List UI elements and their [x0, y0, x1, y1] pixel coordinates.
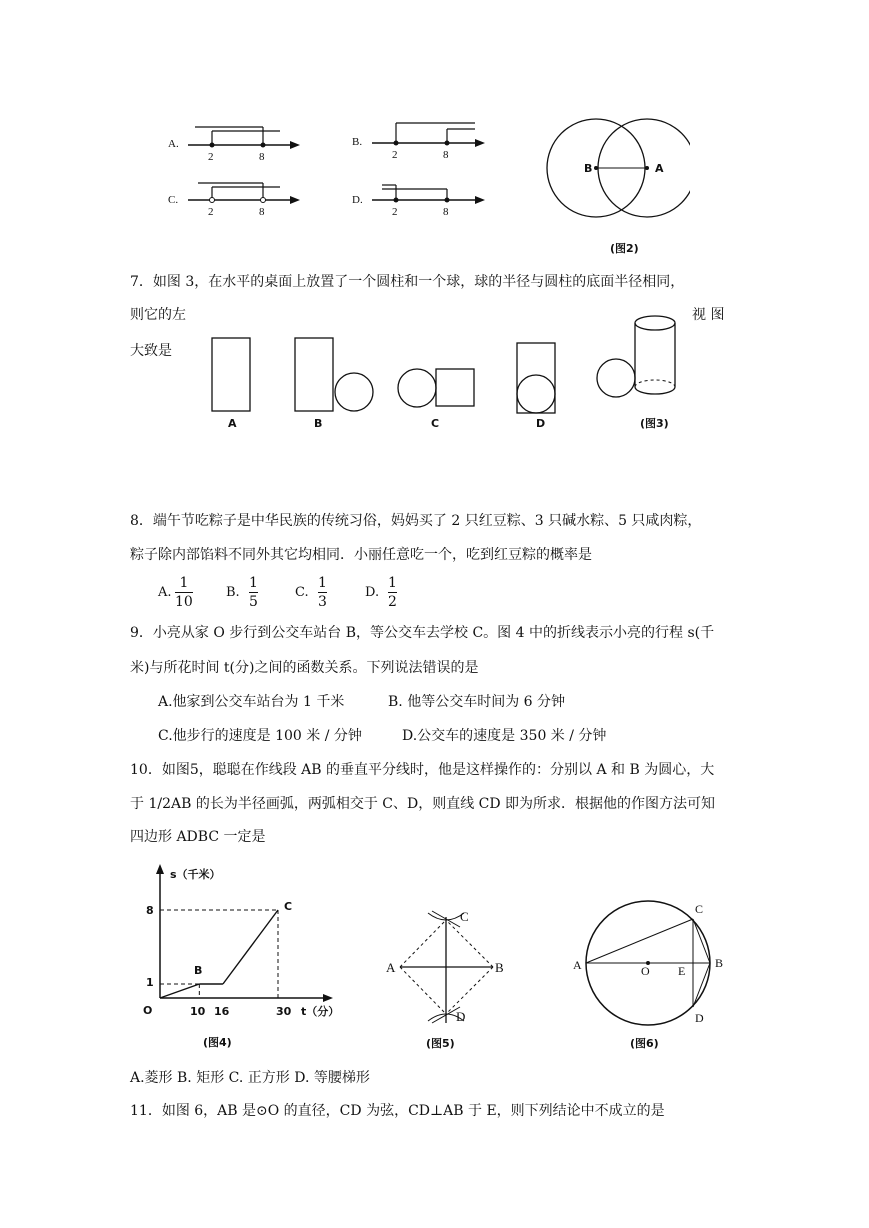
point-d-label: D [695, 1011, 704, 1025]
chart-labels [143, 867, 339, 1049]
cylinder-top [635, 316, 675, 330]
point-e-label: E [678, 964, 686, 978]
figure-5-caption: (图5) [426, 1037, 455, 1050]
option-a-rectangle [212, 338, 250, 411]
question-9-option-d: D.公交车的速度是 350 米 / 分钟 [402, 728, 607, 744]
option-d-label: D. [352, 194, 363, 206]
figure-3-caption: (图3) [640, 417, 669, 430]
tick-2: 2 [208, 151, 214, 163]
figure-6-circle [565, 875, 740, 1060]
denominator: 3 [318, 594, 327, 610]
option-d-rectangle [517, 343, 555, 413]
point-c-label: C [284, 900, 293, 913]
point-o-label: O [641, 964, 650, 978]
point-c-label: C [460, 909, 469, 924]
tick-2: 2 [392, 206, 398, 218]
option-b-circle [335, 373, 373, 411]
figure-5-construction [380, 905, 525, 1055]
question-9-option-b: B. 他等公交车时间为 6 分钟 [388, 694, 565, 710]
option-a-label: A. [168, 138, 179, 150]
number-line-d [352, 185, 485, 218]
dashed-guides [160, 910, 278, 998]
question-7-line-2-right: 视 图 [692, 307, 725, 323]
denominator: 10 [175, 594, 193, 610]
point-b-label: B [584, 162, 593, 175]
question-8-line-1: 8．端午节吃粽子是中华民族的传统习俗，妈妈买了 2 只红豆粽、3 只碱水粽、5 只咸肉粽， [130, 513, 702, 529]
origin-label: O [143, 1004, 153, 1017]
option-a-label: A. [158, 585, 172, 600]
question-7-line-1: 7．如图 3，在水平的桌面上放置了一个圆柱和一个球，球的半径与圆柱的底面半径相同， [130, 274, 685, 290]
figure-1-number-lines [150, 115, 515, 250]
ball [597, 359, 635, 397]
question-10-line-1: 10．如图5，聪聪在作线段 AB 的垂直平分线时，他是这样操作的：分别以 A 和 B 为圆心，大 [130, 762, 715, 778]
option-c-square [436, 369, 474, 406]
option-c-fraction [318, 575, 327, 610]
y-tick-1: 1 [146, 976, 154, 989]
x-axis-label: t（分） [301, 1005, 340, 1018]
option-d-label: D [536, 417, 546, 430]
option-a-fraction [175, 575, 193, 610]
question-10-options: A.菱形 B. 矩形 C. 正方形 D. 等腰梯形 [130, 1070, 370, 1086]
point-a-label: A [386, 960, 396, 975]
tick-2: 2 [208, 206, 214, 218]
option-c-label: C. [168, 194, 179, 206]
number-line-a [168, 127, 300, 163]
chart-axes [156, 864, 333, 1002]
option-d-label: D. [365, 585, 380, 600]
question-9-line-2: 米)与所花时间 t(分)之间的函数关系。下列说法错误的是 [130, 660, 479, 676]
question-7-line-3: 大致是 [130, 343, 172, 359]
option-c-circle [398, 369, 436, 407]
point-b-label: B [495, 960, 504, 975]
point-a-label: A [655, 162, 664, 175]
point-c-label: C [695, 902, 704, 916]
chord-ac [586, 919, 693, 963]
tick-8: 8 [259, 151, 265, 163]
option-b-label: B. [352, 136, 363, 148]
numerator: 1 [318, 575, 327, 591]
figure-3-left-views [200, 310, 700, 440]
x-tick-10: 10 [190, 1005, 206, 1018]
question-9-option-c: C.他步行的速度是 100 米 / 分钟 [158, 728, 362, 744]
option-a-label: A [228, 417, 237, 430]
tick-8: 8 [443, 149, 449, 161]
y-tick-8: 8 [146, 904, 154, 917]
figure-6-caption: (图6) [630, 1037, 659, 1050]
number-line-b [352, 123, 485, 161]
option-b-fraction [249, 575, 258, 610]
x-tick-16: 16 [214, 1005, 230, 1018]
series-line [160, 910, 278, 998]
number-line-c [168, 183, 300, 218]
figure-2-caption: (图2) [610, 242, 639, 255]
question-8-line-2: 粽子除内部馅料不同外其它均相同．小丽任意吃一个，吃到红豆粽的概率是 [130, 547, 592, 563]
tick-8: 8 [443, 206, 449, 218]
series-segment [160, 984, 199, 998]
question-7-line-2-left: 则它的左 [130, 307, 186, 323]
figure-4-caption: (图4) [203, 1036, 232, 1049]
point-b-label: B [194, 964, 203, 977]
option-d-circle [517, 375, 555, 413]
question-9-option-a: A.他家到公交车站台为 1 千米 [158, 694, 345, 710]
option-b-label: B. [226, 585, 240, 600]
question-10-line-3: 四边形 ADBC 一定是 [130, 829, 266, 845]
option-b-rectangle [295, 338, 333, 411]
question-9-line-1: 9．小亮从家 O 步行到公交车站台 B，等公交车去学校 C。图 4 中的折线表示小亮的行程 s(千 [130, 625, 715, 641]
numerator: 1 [388, 575, 397, 591]
figure-4-chart [128, 862, 358, 1057]
point-d-label: D [456, 1009, 466, 1024]
numerator: 1 [179, 575, 189, 591]
x-tick-30: 30 [276, 1005, 292, 1018]
option-c-label: C. [295, 585, 309, 600]
denominator: 2 [388, 594, 397, 610]
denominator: 5 [249, 594, 258, 610]
point-b-label: B [715, 956, 724, 970]
tick-8: 8 [259, 206, 265, 218]
option-c-label: C [431, 417, 440, 430]
point-a-label: A [573, 958, 582, 972]
tick-2: 2 [392, 149, 398, 161]
question-11-line-1: 11．如图 6，AB 是⊙O 的直径，CD 为弦，CD⊥AB 于 E，则下列结论中不成立的是 [130, 1103, 665, 1119]
numerator: 1 [249, 575, 258, 591]
question-10-line-2: 于 1/2AB 的长为半径画弧，两弧相交于 C、D，则直线 CD 即为所求．根据他的作图方法可知 [130, 796, 716, 812]
figure-2-circles [540, 115, 690, 260]
series-segment [223, 910, 278, 984]
option-b-label: B [314, 417, 323, 430]
y-axis-label: s（千米） [170, 868, 221, 881]
option-d-fraction [388, 575, 397, 610]
